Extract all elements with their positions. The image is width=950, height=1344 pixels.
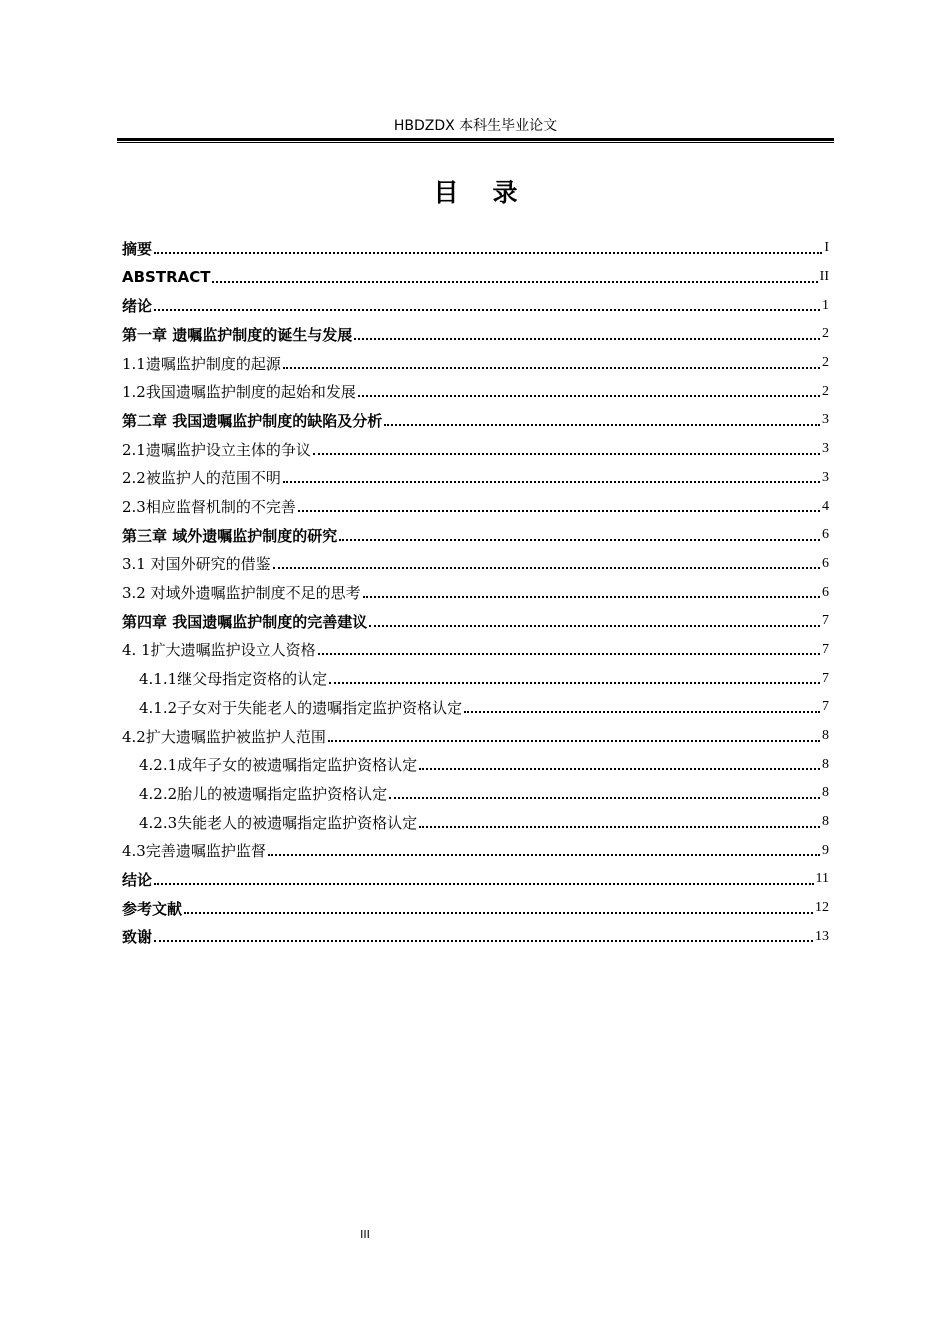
toc-entry[interactable] [122, 865, 829, 894]
toc-dot-leader [464, 696, 820, 713]
toc-entry-label: 2.1遗嘱监护设立主体的争议 [122, 440, 311, 459]
toc-entry-page: 7 [822, 670, 829, 686]
toc-entry[interactable] [122, 291, 829, 320]
toc-entry-label: 1.2我国遗嘱监护制度的起始和发展 [122, 383, 356, 402]
toc-entry[interactable] [122, 349, 829, 378]
toc-entry-label: 4. 1扩大遗嘱监护设立人资格 [122, 641, 316, 660]
toc-entry[interactable] [122, 234, 829, 263]
toc-entry-page: 2 [822, 355, 829, 371]
page-title: 目录 [433, 178, 552, 207]
toc-entry-label: 参考文献 [122, 899, 183, 918]
toc-entry-page: II [819, 269, 829, 285]
page-number-footer: III [360, 1228, 370, 1241]
toc-entry-label: 1.1遗嘱监护制度的起源 [122, 354, 281, 373]
toc-entry[interactable] [122, 750, 829, 779]
toc-entry-page: 6 [822, 584, 829, 600]
toc-dot-leader [298, 495, 820, 512]
toc-entry-label: 3.2 对域外遗嘱监护制度不足的思考 [122, 584, 361, 603]
toc-entry-page: 6 [822, 527, 829, 543]
toc-entry[interactable] [122, 808, 829, 837]
toc-entry-label: 4.1.2子女对于失能老人的遗嘱指定监护资格认定 [139, 698, 463, 717]
header-rule-thick [117, 138, 834, 141]
toc-entry[interactable] [122, 836, 829, 865]
toc-dot-leader [283, 466, 820, 483]
toc-entry-label: 2.2被监护人的范围不明 [122, 469, 281, 488]
toc-dot-leader [354, 323, 820, 340]
toc-dot-leader [212, 266, 817, 283]
toc-entry[interactable] [122, 263, 829, 292]
toc-entry-page: 2 [822, 383, 829, 399]
toc-dot-leader [268, 839, 820, 856]
toc-dot-leader [313, 438, 820, 455]
toc-entry-label: 4.3完善遗嘱监护监督 [122, 842, 266, 861]
toc-entry[interactable] [122, 320, 829, 349]
toc-entry[interactable] [122, 578, 829, 607]
toc-dot-leader [154, 237, 822, 254]
toc-entry[interactable] [122, 693, 829, 722]
toc-entry-page: 11 [815, 871, 829, 887]
toc-entry-page: 7 [822, 699, 829, 715]
toc-entry-page: 2 [822, 326, 829, 342]
toc-entry-label: 4.1.1继父母指定资格的认定 [139, 670, 328, 689]
toc-entry-page: 1 [822, 297, 829, 313]
toc-entry-page: 8 [822, 728, 829, 744]
toc-entry[interactable] [122, 550, 829, 579]
toc-entry-page: 13 [815, 928, 829, 944]
toc-entry[interactable] [122, 521, 829, 550]
toc-entry[interactable] [122, 923, 829, 952]
toc-entry-label: 4.2扩大遗嘱监护被监护人范围 [122, 727, 326, 746]
toc-dot-leader [273, 552, 820, 569]
toc-entry[interactable] [122, 607, 829, 636]
toc-entry[interactable] [122, 492, 829, 521]
toc-entry[interactable] [122, 406, 829, 435]
toc-entry[interactable] [122, 464, 829, 493]
toc-dot-leader [339, 524, 820, 541]
toc-entry-label: 4.2.1成年子女的被遗嘱指定监护资格认定 [139, 756, 418, 775]
toc-entry-page: 9 [822, 842, 829, 858]
toc-entry[interactable] [122, 894, 829, 923]
toc-entry-label: 4.2.2胎儿的被遗嘱指定监护资格认定 [139, 784, 388, 803]
toc-entry-page: 4 [822, 498, 829, 514]
toc-entry[interactable] [122, 636, 829, 665]
toc-entry-label: 2.3相应监督机制的不完善 [122, 498, 296, 517]
toc-entry-label: 第一章 遗嘱监护制度的诞生与发展 [122, 325, 353, 344]
toc-dot-leader [358, 380, 820, 397]
toc-entry-page: I [824, 240, 829, 256]
toc-entry-page: 7 [822, 613, 829, 629]
toc-entry[interactable] [122, 435, 829, 464]
toc-entry[interactable] [122, 722, 829, 751]
toc-dot-leader [363, 581, 820, 598]
running-header: HBDZDX 本科生毕业论文 [393, 118, 558, 134]
toc-dot-leader [419, 811, 820, 828]
toc-entry-label: 第四章 我国遗嘱监护制度的完善建议 [122, 612, 368, 631]
toc-entry-label: 摘要 [122, 239, 153, 258]
toc-entry-label: 3.1 对国外研究的借鉴 [122, 555, 271, 574]
toc-entry-page: 8 [822, 785, 829, 801]
toc-dot-leader [389, 782, 820, 799]
toc-entry-page: 6 [822, 555, 829, 571]
toc-entry-page: 8 [822, 756, 829, 772]
toc-entry-page: 12 [815, 900, 829, 916]
toc-dot-leader [283, 352, 820, 369]
toc-entry[interactable] [122, 779, 829, 808]
toc-entry[interactable] [122, 377, 829, 406]
toc-entry-label: 绪论 [122, 297, 153, 316]
toc-dot-leader [184, 897, 813, 914]
toc-entry-page: 3 [822, 441, 829, 457]
toc-entry-label: 第三章 域外遗嘱监护制度的研究 [122, 526, 338, 545]
toc-entry-label: ABSTRACT [122, 268, 211, 287]
toc-entry[interactable] [122, 664, 829, 693]
toc-entry-label: 第二章 我国遗嘱监护制度的缺陷及分析 [122, 411, 383, 430]
toc-dot-leader [369, 610, 820, 627]
toc-dot-leader [384, 409, 820, 426]
toc-entry-page: 8 [822, 814, 829, 830]
toc-dot-leader [154, 925, 813, 942]
toc-dot-leader [328, 725, 820, 742]
toc-dot-leader [329, 667, 820, 684]
header-rule-thin [117, 142, 834, 143]
toc-entry-label: 4.2.3失能老人的被遗嘱指定监护资格认定 [139, 813, 418, 832]
toc-entry-page: 7 [822, 641, 829, 657]
toc-dot-leader [154, 868, 814, 885]
toc-entry-label: 结论 [122, 870, 153, 889]
toc-dot-leader [318, 638, 820, 655]
toc-entry-page: 3 [822, 469, 829, 485]
toc-entry-label: 致谢 [122, 928, 153, 947]
toc-dot-leader [154, 294, 820, 311]
toc-entry-page: 3 [822, 412, 829, 428]
toc-dot-leader [419, 753, 820, 770]
table-of-contents [122, 234, 829, 951]
